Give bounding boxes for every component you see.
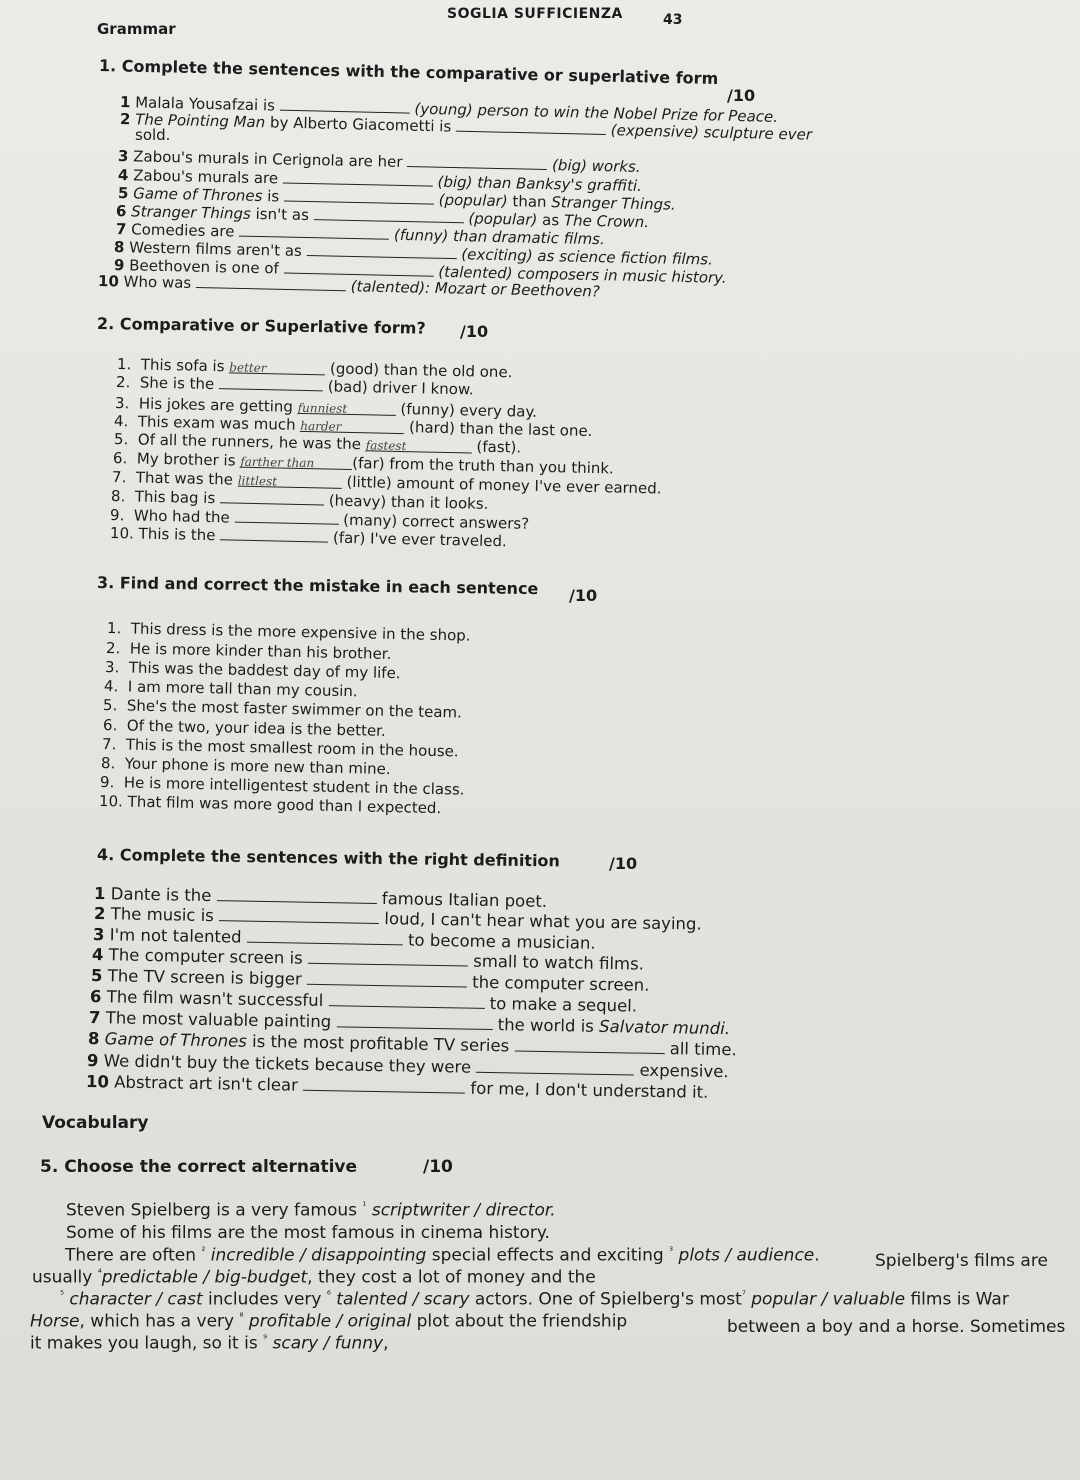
s5-line-2: Some of his films are the most famous in cinema history. [66, 1223, 550, 1243]
answer-blank[interactable] [280, 99, 410, 114]
answer-blank[interactable]: funniest [298, 402, 396, 416]
s2-item-6: 6. My brother is farther than (far) from the truth than you think. [112, 449, 614, 478]
grammar-heading: Grammar [97, 20, 176, 38]
answer-blank[interactable] [303, 1079, 465, 1094]
answer-blank[interactable] [314, 208, 464, 223]
s3-item-5: 5. She's the most faster swimmer on the team. [102, 696, 463, 722]
s4-item-8: 8 Game of Thrones is the most profitable TV series all time. [87, 1029, 737, 1060]
s2-item-8: 8. This bag is (heavy) than it looks. [110, 487, 489, 513]
choice-3[interactable]: plots / audience [673, 1245, 815, 1266]
answer-blank[interactable] [307, 244, 457, 259]
s5-line-3: There are often $^{^2}$ incredible / disappointing special effects and exciting $^{^3}$ plots / audience. [65, 1245, 820, 1266]
s1-item-3: 3 Zabou's murals in Cerignola are her (big) works. [117, 147, 641, 176]
s4-item-1: 1 Dante is the famous Italian poet. [93, 884, 548, 911]
s2-item-1: 1. This sofa is better (good) than the old one. [116, 355, 513, 382]
choice-7[interactable]: popular / [745, 1289, 833, 1310]
answer-blank[interactable] [328, 994, 484, 1009]
s1-item-4: 4 Zabou's murals are (big) than Banksy's graffiti. [117, 166, 643, 195]
choice-1[interactable]: scriptwriter / director. [366, 1200, 556, 1221]
s5-line-3-end: Spielberg's films are [875, 1251, 1048, 1271]
choice-4[interactable]: predictable / big-budget [101, 1267, 308, 1288]
choice-6[interactable]: talented / scary [330, 1289, 470, 1310]
choice-8[interactable]: profitable / original [243, 1311, 412, 1332]
s5-line-7: it makes you laugh, so it is $^{^9}$ scary / funny, [30, 1333, 389, 1354]
s1-item-7: 7 Comedies are (funny) than dramatic films. [115, 220, 605, 249]
s3-item-1: 1. This dress is the more expensive in the shop. [106, 619, 471, 645]
s1-item-2-cont: sold. [135, 126, 171, 144]
answer-blank[interactable] [220, 491, 324, 505]
s3-item-9: 9. He is more intelligentest student in the class. [99, 773, 465, 799]
answer-blank[interactable]: fastest [366, 439, 472, 453]
answer-blank[interactable] [284, 189, 434, 204]
answer-blank[interactable] [308, 952, 468, 967]
s3-item-4: 4. I am more tall than my cousin. [103, 677, 358, 701]
s3-item-2: 2. He is more kinder than his brother. [105, 639, 392, 663]
answer-blank[interactable]: better [229, 361, 325, 375]
s3-item-6: 6. Of the two, your idea is the better. [102, 716, 386, 740]
answer-blank[interactable] [283, 262, 433, 277]
answer-blank[interactable] [336, 1015, 492, 1030]
vocabulary-heading: Vocabulary [42, 1113, 149, 1133]
answer-blank[interactable] [234, 511, 338, 525]
s4-item-10: 10 Abstract art isn't clear for me, I don't understand it. [85, 1072, 709, 1102]
s2-item-3: 3. His jokes are getting funniest (funny) every day. [114, 394, 538, 421]
s2-item-5: 5. Of all the runners, he was the fastest (fast). [113, 430, 522, 457]
answer-blank[interactable] [239, 225, 389, 240]
section2-title: 2. Comparative or Superlative form? [96, 314, 426, 338]
answer-blank[interactable] [220, 528, 328, 542]
answer-blank[interactable]: harder [300, 420, 404, 434]
s5-line-5: $^{^5}$ character / cast includes very $^{^6}$ talented / scary actors. One of Spielberg's most$^{^7}$ popular / valuable films is War [60, 1289, 1009, 1310]
s1-item-6: 6 Stranger Things isn't as (popular) as The Crown. [115, 202, 650, 232]
s5-line-6: Horse, which has a very $^{^8}$ profitable / original plot about the friendship [30, 1311, 628, 1332]
section1-score: /10 [727, 86, 756, 105]
s2-item-4: 4. This exam was much harder (hard) than the last one. [113, 412, 593, 441]
s2-item-2: 2. She is the (bad) driver I know. [115, 373, 474, 399]
section2-score: /10 [460, 322, 489, 341]
answer-blank[interactable] [217, 889, 377, 904]
section3-title: 3. Find and correct the mistake in each sentence [96, 573, 539, 599]
s3-item-3: 3. This was the baddest day of my life. [104, 658, 401, 683]
page-number: 43 [663, 12, 683, 28]
s4-item-9: 9 We didn't buy the tickets because they were expensive. [86, 1051, 729, 1082]
s2-item-7: 7. That was the littlest (little) amount of money I've ever earned. [111, 468, 662, 498]
section4-title: 4. Complete the sentences with the right definition [96, 845, 561, 871]
s4-item-2: 2 The music is loud, I can't hear what you are saying. [93, 904, 702, 934]
s4-item-3: 3 I'm not talented to become a musician. [92, 925, 596, 953]
s1-item-8: 8 Western films aren't as (exciting) as science fiction films. [113, 238, 714, 269]
s1-item-9: 9 Beethoven is one of (talented) composers in music history. [113, 256, 727, 287]
answer-blank[interactable] [283, 171, 433, 186]
s3-item-7: 7. This is the most smallest room in the house. [101, 735, 459, 761]
s1-item-10: 10 Who was (talented): Mozart or Beethoven? [97, 272, 601, 301]
header-mark: SOGLIA SUFFICIENZA [447, 6, 623, 22]
s4-item-7: 7 The most valuable painting the world is Salvator mundi. [88, 1008, 731, 1039]
answer-blank[interactable] [407, 155, 547, 170]
section3-score: /10 [569, 586, 598, 605]
s2-item-10: 10. This is the (far) I've ever traveled. [109, 524, 507, 551]
s1-item-1: 1 Malala Yousafzai is (young) person to win the Nobel Prize for Peace. [119, 93, 779, 126]
s5-line-6-end: between a boy and a horse. Sometimes [727, 1317, 1066, 1337]
answer-blank[interactable] [307, 973, 467, 988]
s3-item-8: 8. Your phone is more new than mine. [100, 754, 391, 779]
section4-score: /10 [609, 854, 638, 873]
s2-item-9: 9. Who had the (many) correct answers? [109, 506, 530, 533]
s3-item-10: 10. That film was more good than I expected. [98, 792, 442, 818]
choice-5[interactable]: character / cast [64, 1289, 203, 1310]
section5-score: /10 [423, 1157, 453, 1177]
answer-blank[interactable]: farther than [240, 456, 352, 470]
answer-blank[interactable] [476, 1061, 634, 1076]
choice-2[interactable]: incredible / disappointing [205, 1245, 427, 1266]
answer-blank[interactable] [456, 120, 606, 135]
choice-9[interactable]: scary / funny [267, 1333, 384, 1354]
answer-blank[interactable] [247, 931, 403, 946]
section1-title: 1. Complete the sentences with the comparative or superlative form [98, 56, 719, 88]
s1-item-5: 5 Game of Thrones is (popular) than Stranger Things. [117, 184, 676, 214]
s4-item-6: 6 The film wasn't successful to make a sequel. [89, 987, 638, 1016]
s4-item-4: 4 The computer screen is small to watch films. [91, 945, 645, 974]
s4-item-5: 5 The TV screen is bigger the computer screen. [90, 966, 650, 995]
s1-item-2: 2 The Pointing Man by Alberto Giacometti is (expensive) sculpture ever [119, 110, 813, 144]
answer-blank[interactable] [514, 1039, 664, 1054]
answer-blank[interactable] [196, 276, 346, 291]
s5-line-4: usually $^{^4}$predictable / big-budget, they cost a lot of money and the [32, 1267, 596, 1288]
answer-blank[interactable] [219, 377, 323, 391]
answer-blank[interactable]: littlest [238, 475, 342, 489]
section5-title: 5. Choose the correct alternative [40, 1157, 358, 1177]
s5-line-1: Steven Spielberg is a very famous $^{^1}$ scriptwriter / director. [66, 1200, 556, 1221]
answer-blank[interactable] [219, 909, 379, 924]
